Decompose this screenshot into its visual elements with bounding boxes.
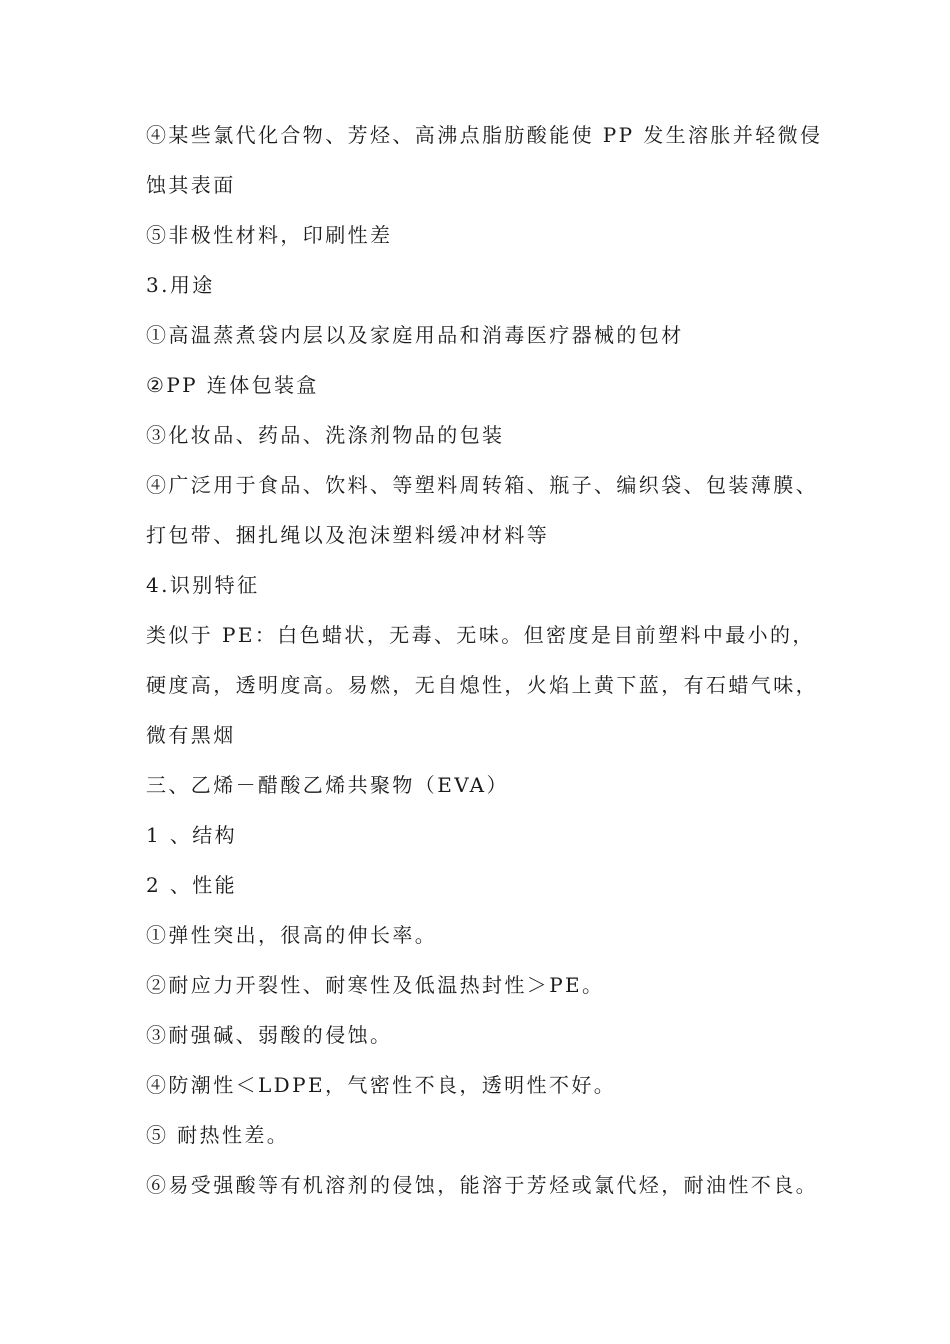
section-heading: 1 、结构 (146, 823, 238, 847)
section-heading: 3.用途 (146, 273, 215, 297)
text-line: ⑤ 耐热性差。 (146, 1123, 290, 1147)
text-line: ④某些氯代化合物、芳烃、高沸点脂肪酸能使 PP 发生溶胀并轻微侵 (146, 123, 823, 147)
text-line: ①弹性突出，很高的伸长率。 (146, 923, 438, 947)
text-line: ②耐应力开裂性、耐寒性及低温热封性＞PE。 (146, 973, 605, 997)
section-heading: 2 、性能 (146, 873, 238, 897)
text-line: ②PP 连体包装盒 (146, 373, 319, 397)
text-line: ③耐强碱、弱酸的侵蚀。 (146, 1023, 393, 1047)
text-line: 硬度高，透明度高。易燃，无自熄性，火焰上黄下蓝，有石蜡气味， (146, 673, 818, 697)
text-line: 微有黑烟 (146, 723, 236, 747)
text-line: 打包带、捆扎绳以及泡沫塑料缓冲材料等 (146, 523, 550, 547)
text-line: ③化妆品、药品、洗涤剂物品的包装 (146, 423, 505, 447)
text-line: ④广泛用于食品、饮料、等塑料周转箱、瓶子、编织袋、包装薄膜、 (146, 473, 818, 497)
section-heading: 4.识别特征 (146, 573, 260, 597)
chapter-heading: 三、乙烯－醋酸乙烯共聚物（EVA） (146, 773, 509, 797)
text-line: 类似于 PE：白色蜡状，无毒、无味。但密度是目前塑料中最小的， (146, 623, 815, 647)
text-line: ⑤非极性材料，印刷性差 (146, 223, 393, 247)
text-line: ④防潮性＜LDPE，气密性不良，透明性不好。 (146, 1073, 617, 1097)
text-line: ⑥易受强酸等有机溶剂的侵蚀，能溶于芳烃或氯代烃，耐油性不良。 (146, 1173, 818, 1197)
text-line: 蚀其表面 (146, 173, 236, 197)
text-line: ①高温蒸煮袋内层以及家庭用品和消毒医疗器械的包材 (146, 323, 684, 347)
